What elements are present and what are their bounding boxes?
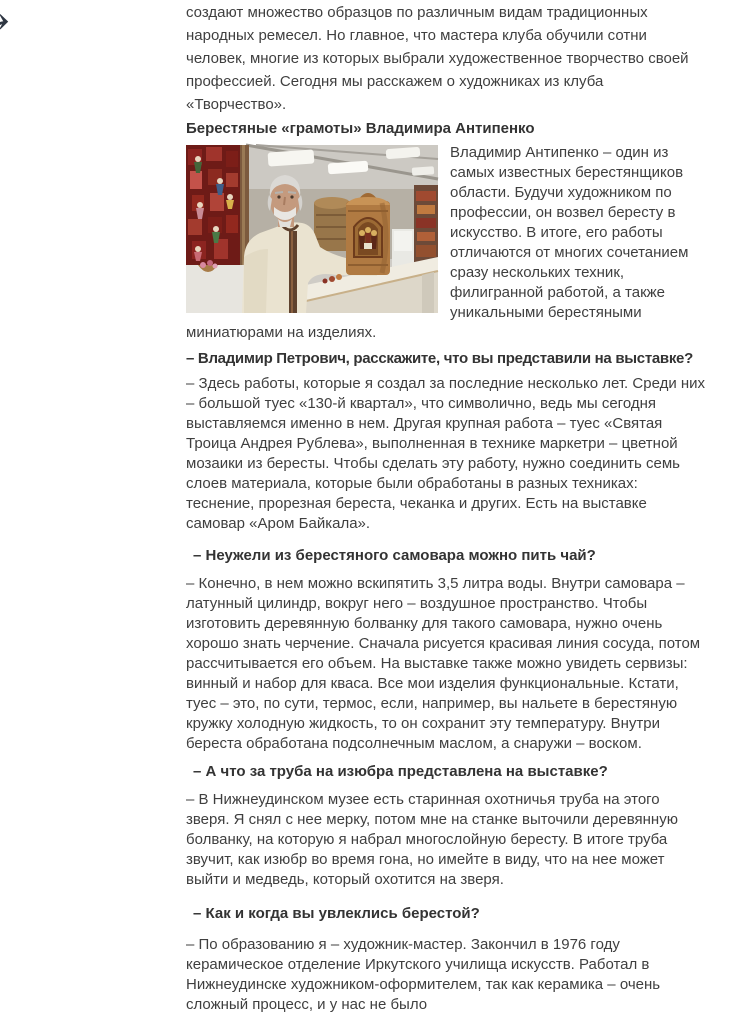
question-3: – А что за труба на изюбра представлена на выставке? bbox=[193, 763, 608, 780]
question-4: – Как и когда вы увлеклись берестой? bbox=[193, 905, 480, 922]
answer-1: – Здесь работы, которые я создал за последние несколько лет. Среди них – большой туес «130-й квартал», что символично, ведь мы сегодня выставляемся именно в нем. Другая крупная работа – туес «Святая Троица Андрея Рублева», выполненная в технике маркетри – цветной мозаики из бересты. Чтобы сделать эту работу, нужно соединить семь слоев материала, которые были обработаны в разных техниках: теснение, прорезная береста, чеканка и других. Есть на выставке самовар «Аром Байкала». bbox=[186, 375, 706, 532]
photo-side-paragraph: Владимир Антипенко – один из самых известных берестянщиков области. Будучи художником по профессии, он возвел бересту в искусство. В итоге, его работы отличаются от многих сочетанием сразу нескольких техник, филигранной работой, а также уникальными берестяными миниатюрами на изделиях. bbox=[186, 144, 689, 341]
question-1: – Владимир Петрович, расскажите, что вы представили на выставке? bbox=[186, 350, 693, 367]
answer-2: – Конечно, в нем можно вскипятить 3,5 литра воды. Внутри самовара – латунный цилиндр, вокруг него – воздушное пространство. Чтобы изготовить деревянную болванку для такого самовара, нужно очень хорошо знать черчение. Сначала рисуется красивая линия сосуда, потом рассчитывается его объем. На выставке также можно увидеть сервизы: винный и набор для кваса. Все мои изделия функциональные. Кстати, туес – это, по сути, термос, если, например, вы нальете в берестяную кружку холодную жидкость, то он сохранит эту температуру. Внутри береста обработана подсолнечным маслом, а снаружи – воском. bbox=[186, 575, 701, 752]
question-2: – Неужели из берестяного самовара можно пить чай? bbox=[193, 547, 596, 564]
share-icon[interactable] bbox=[0, 13, 9, 36]
intro-paragraph: создают множество образцов по различным видам традиционных народных ремесел. Но главное, что мастера клуба обучили сотни человек, многие из которых выбрали художественное творчество своей профессией. Сегодня мы расскажем о художниках из клуба «Творчество». bbox=[186, 4, 689, 113]
article-body bbox=[186, 0, 707, 1015]
section-heading: Берестяные «грамоты» Владимира Антипенко bbox=[186, 120, 535, 137]
article-photo bbox=[186, 145, 438, 313]
answer-3: – В Нижнеудинском музее есть старинная охотничья труба на этого зверя. Я снял с нее мерку, потом мне на станке выточили деревянную болванку, на которую я набрал многослойную бересту. В итоге труба звучит, как изюбр во время гона, но имейте в виду, что на нее может выйти и медведь, который охотится на зверя. bbox=[186, 791, 678, 888]
answer-4: – По образованию я – художник-мастер. Закончил в 1976 году керамическое отделение Иркутского училища искусств. Работал в Нижнеудинске художником-оформителем, так как керамика – очень сложный процесс, и у нас не было bbox=[186, 936, 661, 1013]
